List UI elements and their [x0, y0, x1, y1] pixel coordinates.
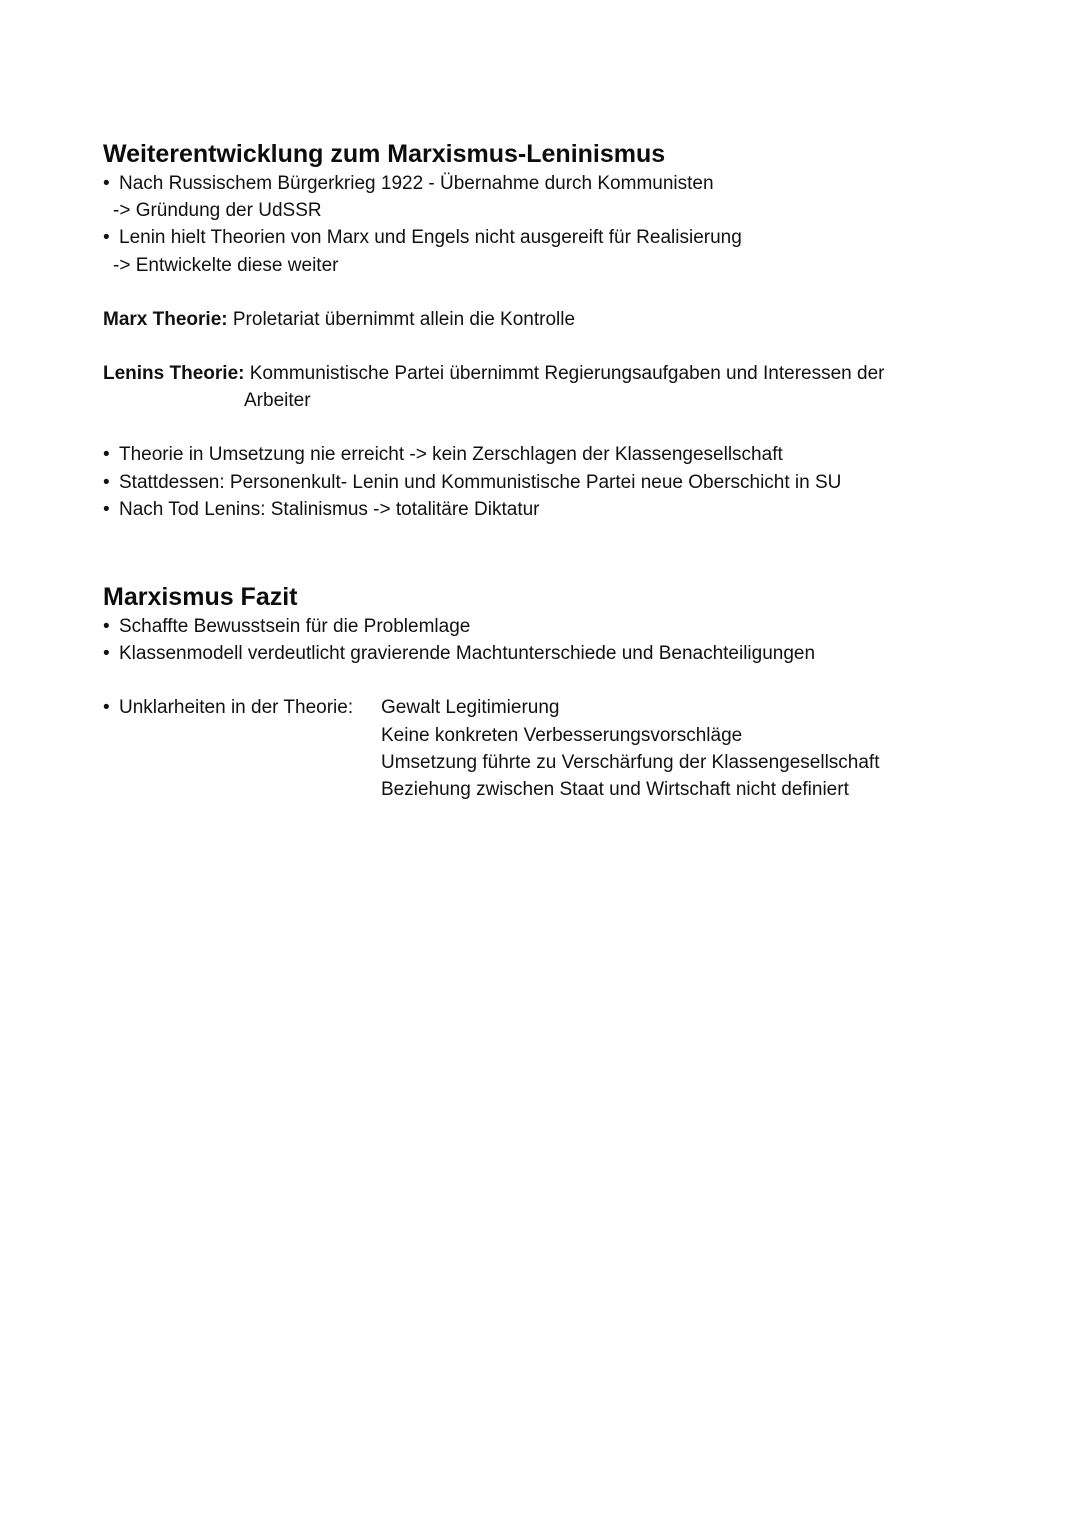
spacer [103, 333, 1003, 360]
bullet-item: • Schaffte Bewusstsein für die Problemlage [103, 613, 1003, 640]
marx-theory-text: Proletariat übernimmt allein die Kontrolle [232, 308, 576, 330]
unclear-points-items [381, 694, 880, 803]
lenin-theory-line [103, 360, 1003, 387]
lenin-theory-text: Kommunistische Partei übernimmt Regierungsaufgaben und Interessen der [249, 363, 885, 385]
sub-item: -> Entwickelte diese weiter [113, 254, 339, 276]
lenin-theory-label: Lenins Theorie: [103, 363, 245, 385]
spacer [103, 667, 1003, 694]
unclear-points-label: • Unklarheiten in der Theorie: [103, 694, 381, 803]
bullet-item: • Theorie in Umsetzung nie erreicht -> kein Zerschlagen der Klassengesellschaft [103, 441, 1003, 468]
bullet-item: • Stattdessen: Personenkult- Lenin und Kommunistische Partei neue Oberschicht in SU [103, 469, 1003, 496]
unclear-point: Umsetzung führte zu Verschärfung der Klassengesellschaft [381, 751, 880, 773]
unclear-points-list [103, 694, 1003, 803]
bullet-item: • Nach Russischem Bürgerkrieg 1922 - Übernahme durch Kommunisten [103, 170, 1003, 197]
marx-theory-line [103, 306, 1003, 333]
lenin-theory-continuation: Arbeiter [244, 390, 311, 412]
section-title: Marxismus Fazit [103, 583, 298, 611]
bullet-item: • Lenin hielt Theorien von Marx und Engels nicht ausgereift für Realisierung [103, 224, 1003, 251]
section-marxismus-leninismus [103, 138, 1003, 523]
unclear-point: Gewalt Legitimierung [381, 697, 560, 719]
section-title: Weiterentwicklung zum Marxismus-Leninismus [103, 140, 666, 168]
marx-theory-label: Marx Theorie: [103, 308, 228, 330]
sub-item: -> Gründung der UdSSR [113, 200, 322, 222]
bullet-item: • Klassenmodell verdeutlicht gravierende Machtunterschiede und Benachteiligungen [103, 640, 1003, 667]
unclear-point: Keine konkreten Verbesserungsvorschläge [381, 724, 743, 746]
spacer [103, 279, 1003, 306]
spacer [103, 414, 1003, 441]
section-marxismus-fazit [103, 581, 1003, 803]
bullet-item: • Nach Tod Lenins: Stalinismus -> totalitäre Diktatur [103, 496, 1003, 523]
unclear-point: Beziehung zwischen Staat und Wirtschaft nicht definiert [381, 779, 849, 801]
